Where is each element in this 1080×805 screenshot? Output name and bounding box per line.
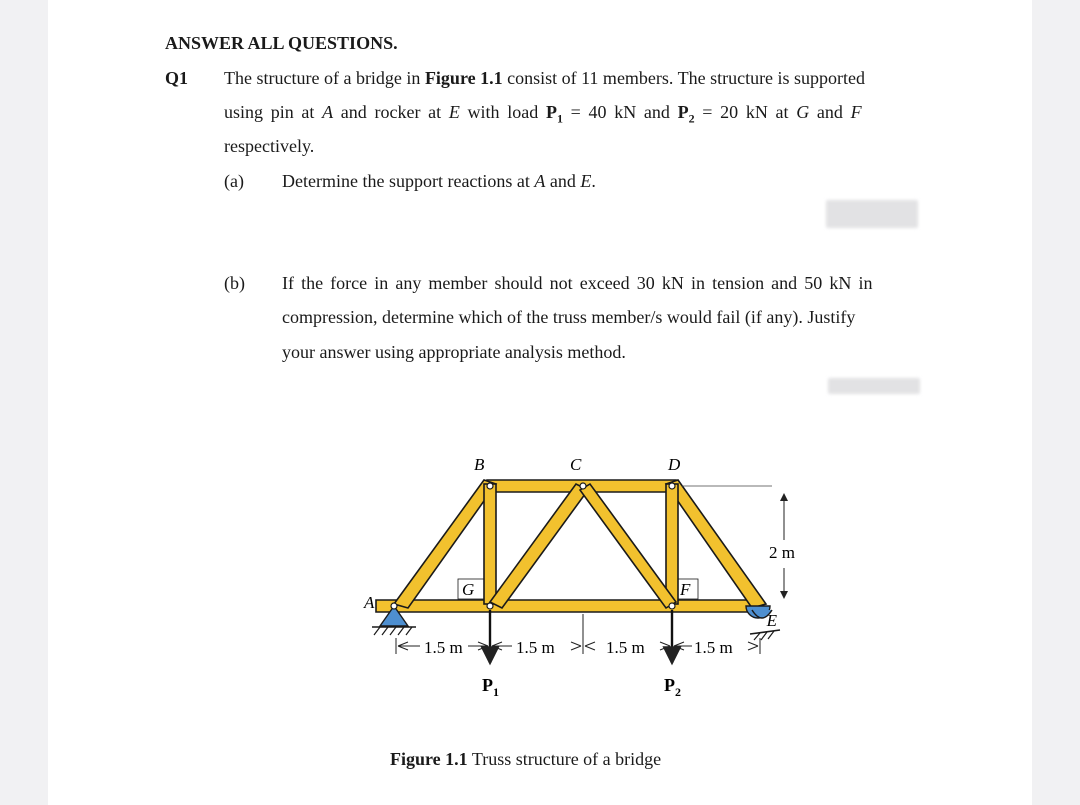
node-label-g: G <box>462 580 475 599</box>
node-label-d: D <box>668 455 681 474</box>
joint-pin-g <box>487 603 493 609</box>
joint-pin-b <box>487 483 493 489</box>
truss-figure <box>304 440 795 710</box>
question-line-3: respectively. <box>224 136 315 156</box>
redacted-mark <box>828 378 920 394</box>
span-label-1: 1.5 m <box>424 638 463 657</box>
part-b-line-1: If the force in any member should not exceed 30 kN in tension and 50 kN in <box>282 273 873 293</box>
span-label-3: 1.5 m <box>606 638 645 657</box>
node-label-b: B <box>474 455 485 474</box>
dimension-label-height: 2 m <box>769 543 795 562</box>
part-b-line-3: your answer using appropriate analysis method. <box>282 342 626 362</box>
span-label-2: 1.5 m <box>516 638 555 657</box>
svg-text:P2: $P_2$ <box>664 675 681 699</box>
section-heading: ANSWER ALL QUESTIONS. <box>165 33 398 53</box>
node-label-e: E <box>766 611 777 630</box>
redacted-mark <box>826 200 918 228</box>
part-a-label: (a) <box>224 171 244 191</box>
joint-pin-c <box>580 483 586 489</box>
node-label-c: C <box>570 455 582 474</box>
document-page <box>48 0 1032 805</box>
question-line-1: The structure of a bridge in Figure 1.1 consist of 11 members. The structure is supported <box>224 68 866 88</box>
truss-member-cf <box>580 484 676 608</box>
figure-reference: Figure 1.1 <box>424 68 503 88</box>
node-label-f: F <box>680 580 691 599</box>
joint-pin-d <box>669 483 675 489</box>
joint-pin-f <box>669 603 675 609</box>
question-number: Q1 <box>165 68 189 88</box>
svg-text:P1: $P_1$ <box>482 675 499 699</box>
load-label-p2: P <box>664 675 675 695</box>
span-dimensions <box>396 614 760 657</box>
truss-member-bottom-chord <box>376 600 762 612</box>
question-line-2: using pin at A and rocker at E with load $P_1 = 40$ kN and $P_2 = 20$ kN at G and F <box>224 102 862 126</box>
truss-member-ab <box>394 480 496 608</box>
truss-member-gc <box>490 484 588 608</box>
part-b-label: (b) <box>224 273 245 293</box>
figure-caption: Figure 1.1 Truss structure of a bridge <box>390 749 662 769</box>
node-label-a: A <box>364 593 375 612</box>
truss-member-bg <box>484 484 496 604</box>
part-b-line-2: compression, determine which of the truss member/s would fail (if any). Justify <box>282 307 856 327</box>
part-a-text: Determine the support reactions at A and E. <box>282 171 596 191</box>
truss-member-df <box>666 484 678 604</box>
span-label-4: 1.5 m <box>694 638 733 657</box>
load-label-p1: P <box>482 675 493 695</box>
